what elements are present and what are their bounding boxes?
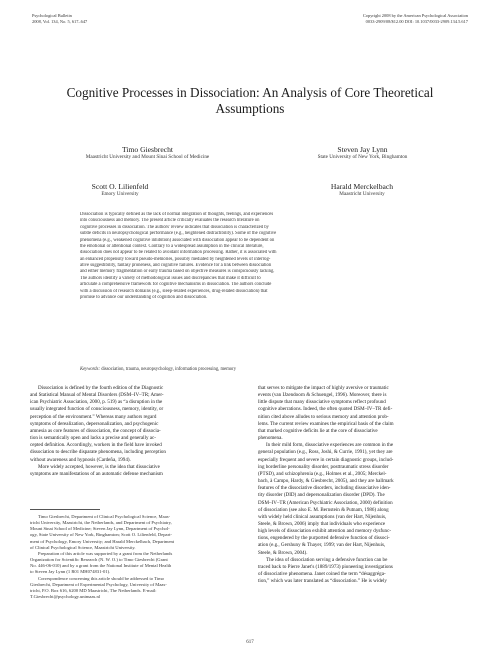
- abstract: [80, 212, 420, 301]
- body-line: cognitive aberrations. Indeed, the often quoted DSM–IV–TR defi-: [258, 406, 393, 413]
- body-line: ican Psychiatric Association, 2000, p. 519) as “a disruption in the: [30, 399, 163, 406]
- author-name: Timo Giesbrecht: [122, 145, 173, 154]
- abstract-line: promise to advance our understanding of cognition and dissociation.: [80, 294, 208, 300]
- body-line: with widely held clinical assumptions (van der Hart, Nijenhuis,: [258, 513, 387, 520]
- author-affiliation: Emory University: [101, 191, 139, 197]
- body-line: phenomena.: [258, 435, 283, 442]
- body-line: bach, à Campo, Hardy, & Giesbrecht, 2005), and they are hallmark: [258, 478, 394, 485]
- abstract-line: articulate a comprehensive framework for cognitive mechanisms in dissociation. The authors conclude: [80, 282, 272, 288]
- body-line: tion is semantically open and lacks a precise and generally ac-: [30, 435, 156, 442]
- footnote-line: Mount Sinai School of Medicine; Steven Jay Lynn, Department of Psychol-: [30, 526, 170, 532]
- journal-name: Psychological Bulletin: [32, 13, 72, 18]
- body-line: DSM–IV–TR (American Psychiatric Association, 2000) definition: [258, 499, 393, 506]
- abstract-line: ative suggestibility, fantasy proneness, and cognitive failures. Evidence for a link between dissociation: [80, 263, 272, 268]
- body-line: ation (e.g., Gershuny & Thayer, 1999; van der Hart, Nijenhuis,: [258, 542, 386, 549]
- body-line: cepted definition. Accordingly, workers in the field have invoked: [30, 442, 162, 449]
- body-line: lems. The current review examines the empirical basis of the claim: [258, 420, 394, 427]
- author-name: Steven Jay Lynn: [337, 145, 388, 154]
- footnote-line: tricht University, Maastricht, the Netherlands, and Department of Psychiatry,: [30, 520, 172, 526]
- body-line: (PTSD), and schizophrenia (e.g., Holmes et al., 2005; Merckel-: [258, 470, 387, 477]
- body-line: especially frequent and severe in certain diagnostic groups, includ-: [258, 456, 394, 463]
- body-column-right: [258, 385, 471, 585]
- author-affiliation: Maastricht University and Mount Sinai School of Medicine: [85, 154, 210, 160]
- author-affiliation: State University of New York, Binghamton: [317, 154, 408, 160]
- footnote-line: ogy, State University of New York, Binghamton; Scott O. Lilienfeld, Depart-: [30, 532, 172, 538]
- body-line: Dissociation is defined by the fourth edition of the Diagnostic: [38, 385, 164, 391]
- footnote-line: Giesbrecht, Department of Experimental Psychology, University of Maas-: [30, 581, 167, 587]
- body-line: dissociation to describe disparate phenomena, including perception: [30, 449, 166, 456]
- body-line: usually integrated function of consciousness, memory, identity, or: [30, 406, 164, 413]
- footnote-line: ment of Psychology, Emory University; and Harald Merckelbach, Department: [30, 538, 175, 544]
- abstract-line: with a discussion of research domains (e.g., sleep-related experiences, drug-related dissociation) that: [80, 288, 268, 294]
- footnote-line: Preparation of this article was supported by a grant from the Netherlands: [38, 550, 173, 556]
- abstract-line: phenomena (e.g., weakened cognitive inhibition) associated with dissociation appear to be dependent on: [80, 237, 275, 243]
- abstract-line: The authors identify a variety of methodological issues and discrepancies that make it difficult to: [80, 275, 261, 281]
- footnote-line: No. 446-06-010) and by a grant from the National Institute of Mental Health: [30, 563, 172, 569]
- body-line: of dissociation (see also E. M. Bernstein & Putnam, 1986) along: [258, 506, 389, 513]
- body-line: that marked cognitive deficits lie at the core of dissociative: [258, 427, 378, 434]
- body-line: amnesia as core features of dissociation, the concept of dissocia-: [30, 427, 161, 434]
- body-line: nition cited above alludes to serious memory and attention prob-: [258, 413, 389, 420]
- body-line: tions, engendered by the purported defensive function of dissoci-: [258, 535, 390, 542]
- journal-issue: 2008, Vol. 134, No. 5, 617–647: [32, 18, 88, 24]
- running-header-left: [32, 13, 87, 24]
- author-note: [30, 514, 243, 600]
- footnote-line: tricht, P.O. Box 616, 6200 MD Maastricht, The Netherlands. E-mail:: [30, 587, 157, 593]
- body-line: Steele, & Brown, 2006) imply that individuals who experience: [258, 520, 386, 527]
- body-line: perception of the environment.” Whereas many authors regard: [30, 413, 157, 420]
- body-line: In their mild form, dissociative experiences are common in the: [266, 442, 394, 449]
- body-line: ing borderline personality disorder, posttraumatic stress disorder: [258, 463, 389, 470]
- body-line: symptoms of derealization, depersonalization, and psychogenic: [30, 420, 159, 427]
- running-header-right: [363, 13, 468, 24]
- body-line: More widely accepted, however, is the idea that dissociative: [38, 463, 160, 470]
- body-column-left: [30, 385, 243, 478]
- author-block: [45, 145, 250, 160]
- page-number: 617: [246, 640, 254, 645]
- body-line: of dissociative phenomena. Janet coined the term “désaggréga-: [258, 571, 386, 578]
- body-line: tity disorder (DID) and depersonalization disorder (DPD). The: [258, 492, 385, 499]
- copyright-line: Copyright 2008 by the American Psychological Association: [362, 13, 468, 18]
- body-line: high levels of dissociation exhibit attention and memory dysfunc-: [258, 528, 392, 535]
- keywords: [80, 367, 420, 373]
- body-line: without awareness and hypnosis (Cardeña, 1994).: [30, 456, 131, 463]
- body-line: general population (e.g., Ross, Joshi, & Currie, 1991), yet they are: [258, 449, 393, 456]
- abstract-line: and either memory fragmentation or early trauma based on objective measures is conspicuously lacking.: [80, 269, 275, 275]
- title-line-2: Assumptions: [215, 101, 285, 116]
- abstract-line: into consciousness and memory. The present article critically evaluates the research literature on: [80, 218, 260, 224]
- body-line: Steele, & Brown, 2004).: [258, 549, 308, 556]
- body-line: events (van IJzendoorn & Schuengel, 1996). Moreover, there is: [258, 392, 387, 399]
- footnote-line: to Steven Jay Lynn (1 R01 MH074831-01).: [30, 569, 111, 575]
- title-line-1: Cognitive Processes in Dissociation: An Analysis of Core Theoretical: [66, 85, 434, 100]
- body-line: traced back to Pierre Janet's (1889/1973) pioneering investigations: [258, 563, 393, 570]
- author-name: Harald Merckelbach: [330, 182, 394, 191]
- abstract-line: cognitive processes in dissociation. The authors' review indicates that dissociation is characterized by: [80, 224, 269, 230]
- footnote-line: Correspondence concerning this article should be addressed to Timo: [38, 575, 164, 581]
- doi-line: 0033-2909/08/$12.00 DOI: 10.1037/0033-2909.134.5.617: [365, 18, 468, 24]
- abstract-line: Dissociation is typically defined as the lack of normal integration of thoughts, feelings, and experiences: [80, 212, 274, 217]
- body-line: little dispute that many dissociative symptoms reflect profound: [258, 399, 386, 406]
- abstract-line: dissociation does not appear to be related to avoidant information processing. Rather, it is associated with: [80, 250, 277, 256]
- body-line: and Statistical Manual of Mental Disorders (DSM–IV–TR; Amer-: [30, 392, 164, 399]
- author-block: [272, 182, 452, 197]
- footnote-line: of Clinical Psychological Science, Maastricht University.: [30, 544, 136, 550]
- footnote-line: Timo Giesbrecht, Department of Clinical Psychological Science, Maas-: [38, 514, 171, 519]
- footnote-rule: [30, 509, 100, 510]
- footnote-line: Organization for Scientific Research (N. W. O.) to Timo Giesbrecht (Grant: [30, 557, 168, 563]
- body-line: features of the dissociative disorders, including dissociative iden-: [258, 485, 391, 492]
- body-line: that serves to mitigate the impact of highly aversive or traumatic: [258, 385, 389, 391]
- article-title: [40, 85, 460, 117]
- abstract-line: subtle deficits in neuropsychological performance (e.g., heightened distractibility). Some of the cognitive: [80, 231, 277, 237]
- author-block: [275, 145, 450, 160]
- body-line: The idea of dissociation serving a defensive function can be: [266, 556, 388, 563]
- keywords-label: Keywords:: [80, 367, 101, 372]
- keywords-text: dissociation, trauma, neuropsychology, information processing, memory: [101, 367, 237, 372]
- author-block: [40, 182, 200, 197]
- body-line: symptoms are manifestations of an automatic defense mechanism: [30, 470, 163, 477]
- author-affiliation: Maastricht University: [339, 191, 385, 197]
- abstract-line: an enhanced propensity toward pseudo-memories, possibly mediated by heightened levels of interrog-: [80, 256, 271, 262]
- author-name: Scott O. Lilienfeld: [91, 182, 149, 191]
- abstract-line: the emotional or attentional context. Contrary to a widespread assumption in the clinical literature,: [80, 243, 264, 249]
- body-line: tion,” which was later translated as “dissociation.” He is widely: [258, 578, 387, 585]
- footnote-line: T.Giesbrecht@psychology.unimaas.nl: [30, 594, 101, 600]
